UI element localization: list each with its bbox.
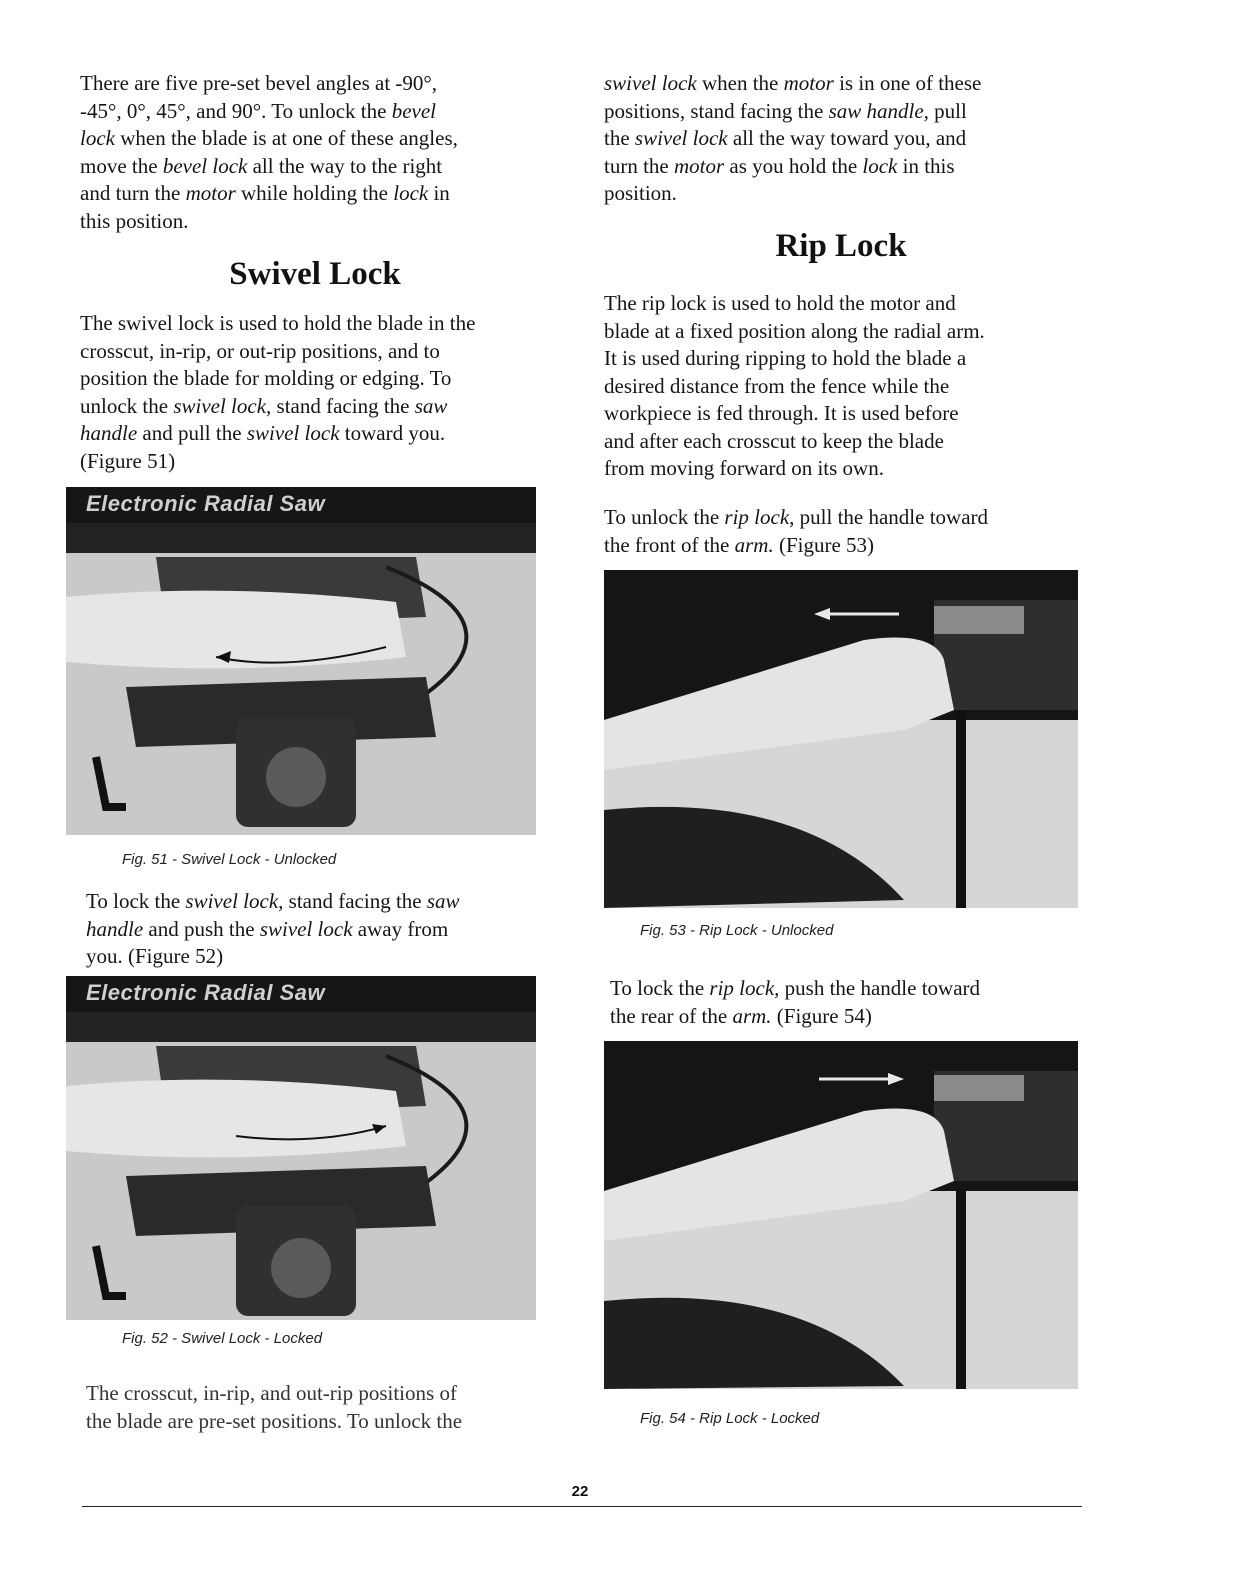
rip-unlock-paragraph: To unlock the rip lock, pull the handle toward the front of the arm. (Figure 53) [604,505,989,557]
rip-lock-locked-paragraph: To lock the rip lock, push the handle toward the rear of the arm. (Figure 54) [610,976,981,1028]
figure-53-photo [604,570,1078,908]
figure-51-banner [66,487,536,523]
banner-text: Electronic Radial Saw [86,491,326,516]
rip-lock-heading: Rip Lock [775,228,907,264]
figure-54-photo [604,1041,1078,1389]
footer-rule [82,1506,1082,1507]
banner-text: Electronic Radial Saw [86,980,326,1005]
figure-52-caption: Fig. 52 - Swivel Lock - Locked [122,1330,323,1347]
figure-51-photo [66,487,536,835]
figure-52-photo [66,976,536,1320]
bevel-paragraph: There are five pre-set bevel angles at -90°, -45°, 0°, 45°, and 90°. To unlock the bevel lock when the blade is at one of these angles, move the bevel lock all the way to the right and turn the motor while holding the lock in this position. [80,71,458,233]
swivel-continued-paragraph: swivel lock when the motor is in one of these positions, stand facing the saw handle, pull the swivel lock all the way toward you, and turn the motor as you hold the lock in this position. [604,71,982,205]
figure-52-banner [66,976,536,1012]
figure-53-caption: Fig. 53 - Rip Lock - Unlocked [640,922,834,939]
swivel-paragraph: The swivel lock is used to hold the blade in the crosscut, in-rip, or out-rip positions, and to position the blade for molding or edging. To unlock the swivel lock, stand facing the saw handle and pull the swivel lock toward you. (Figure 51) [80,311,476,473]
figure-51-caption: Fig. 51 - Swivel Lock - Unlocked [122,851,337,868]
swivel-lock-paragraph: To lock the swivel lock, stand facing the saw handle and push the swivel lock away from you. (Figure 52) [86,889,460,968]
rip-lock-paragraph: The rip lock is used to hold the motor and blade at a fixed position along the radial arm. It is used during ripping to hold the blade a desired distance from the fence while the workpiece is fed through. It is used before and after each crosscut to keep the blade from moving forward on its own. [604,291,985,480]
crosscut-paragraph: The crosscut, in-rip, and out-rip positions of the blade are pre-set positions. To unlock the [86,1381,463,1433]
swivel-lock-heading: Swivel Lock [229,256,401,292]
page-number: 22 [571,1483,589,1500]
figure-54-caption: Fig. 54 - Rip Lock - Locked [640,1410,820,1427]
